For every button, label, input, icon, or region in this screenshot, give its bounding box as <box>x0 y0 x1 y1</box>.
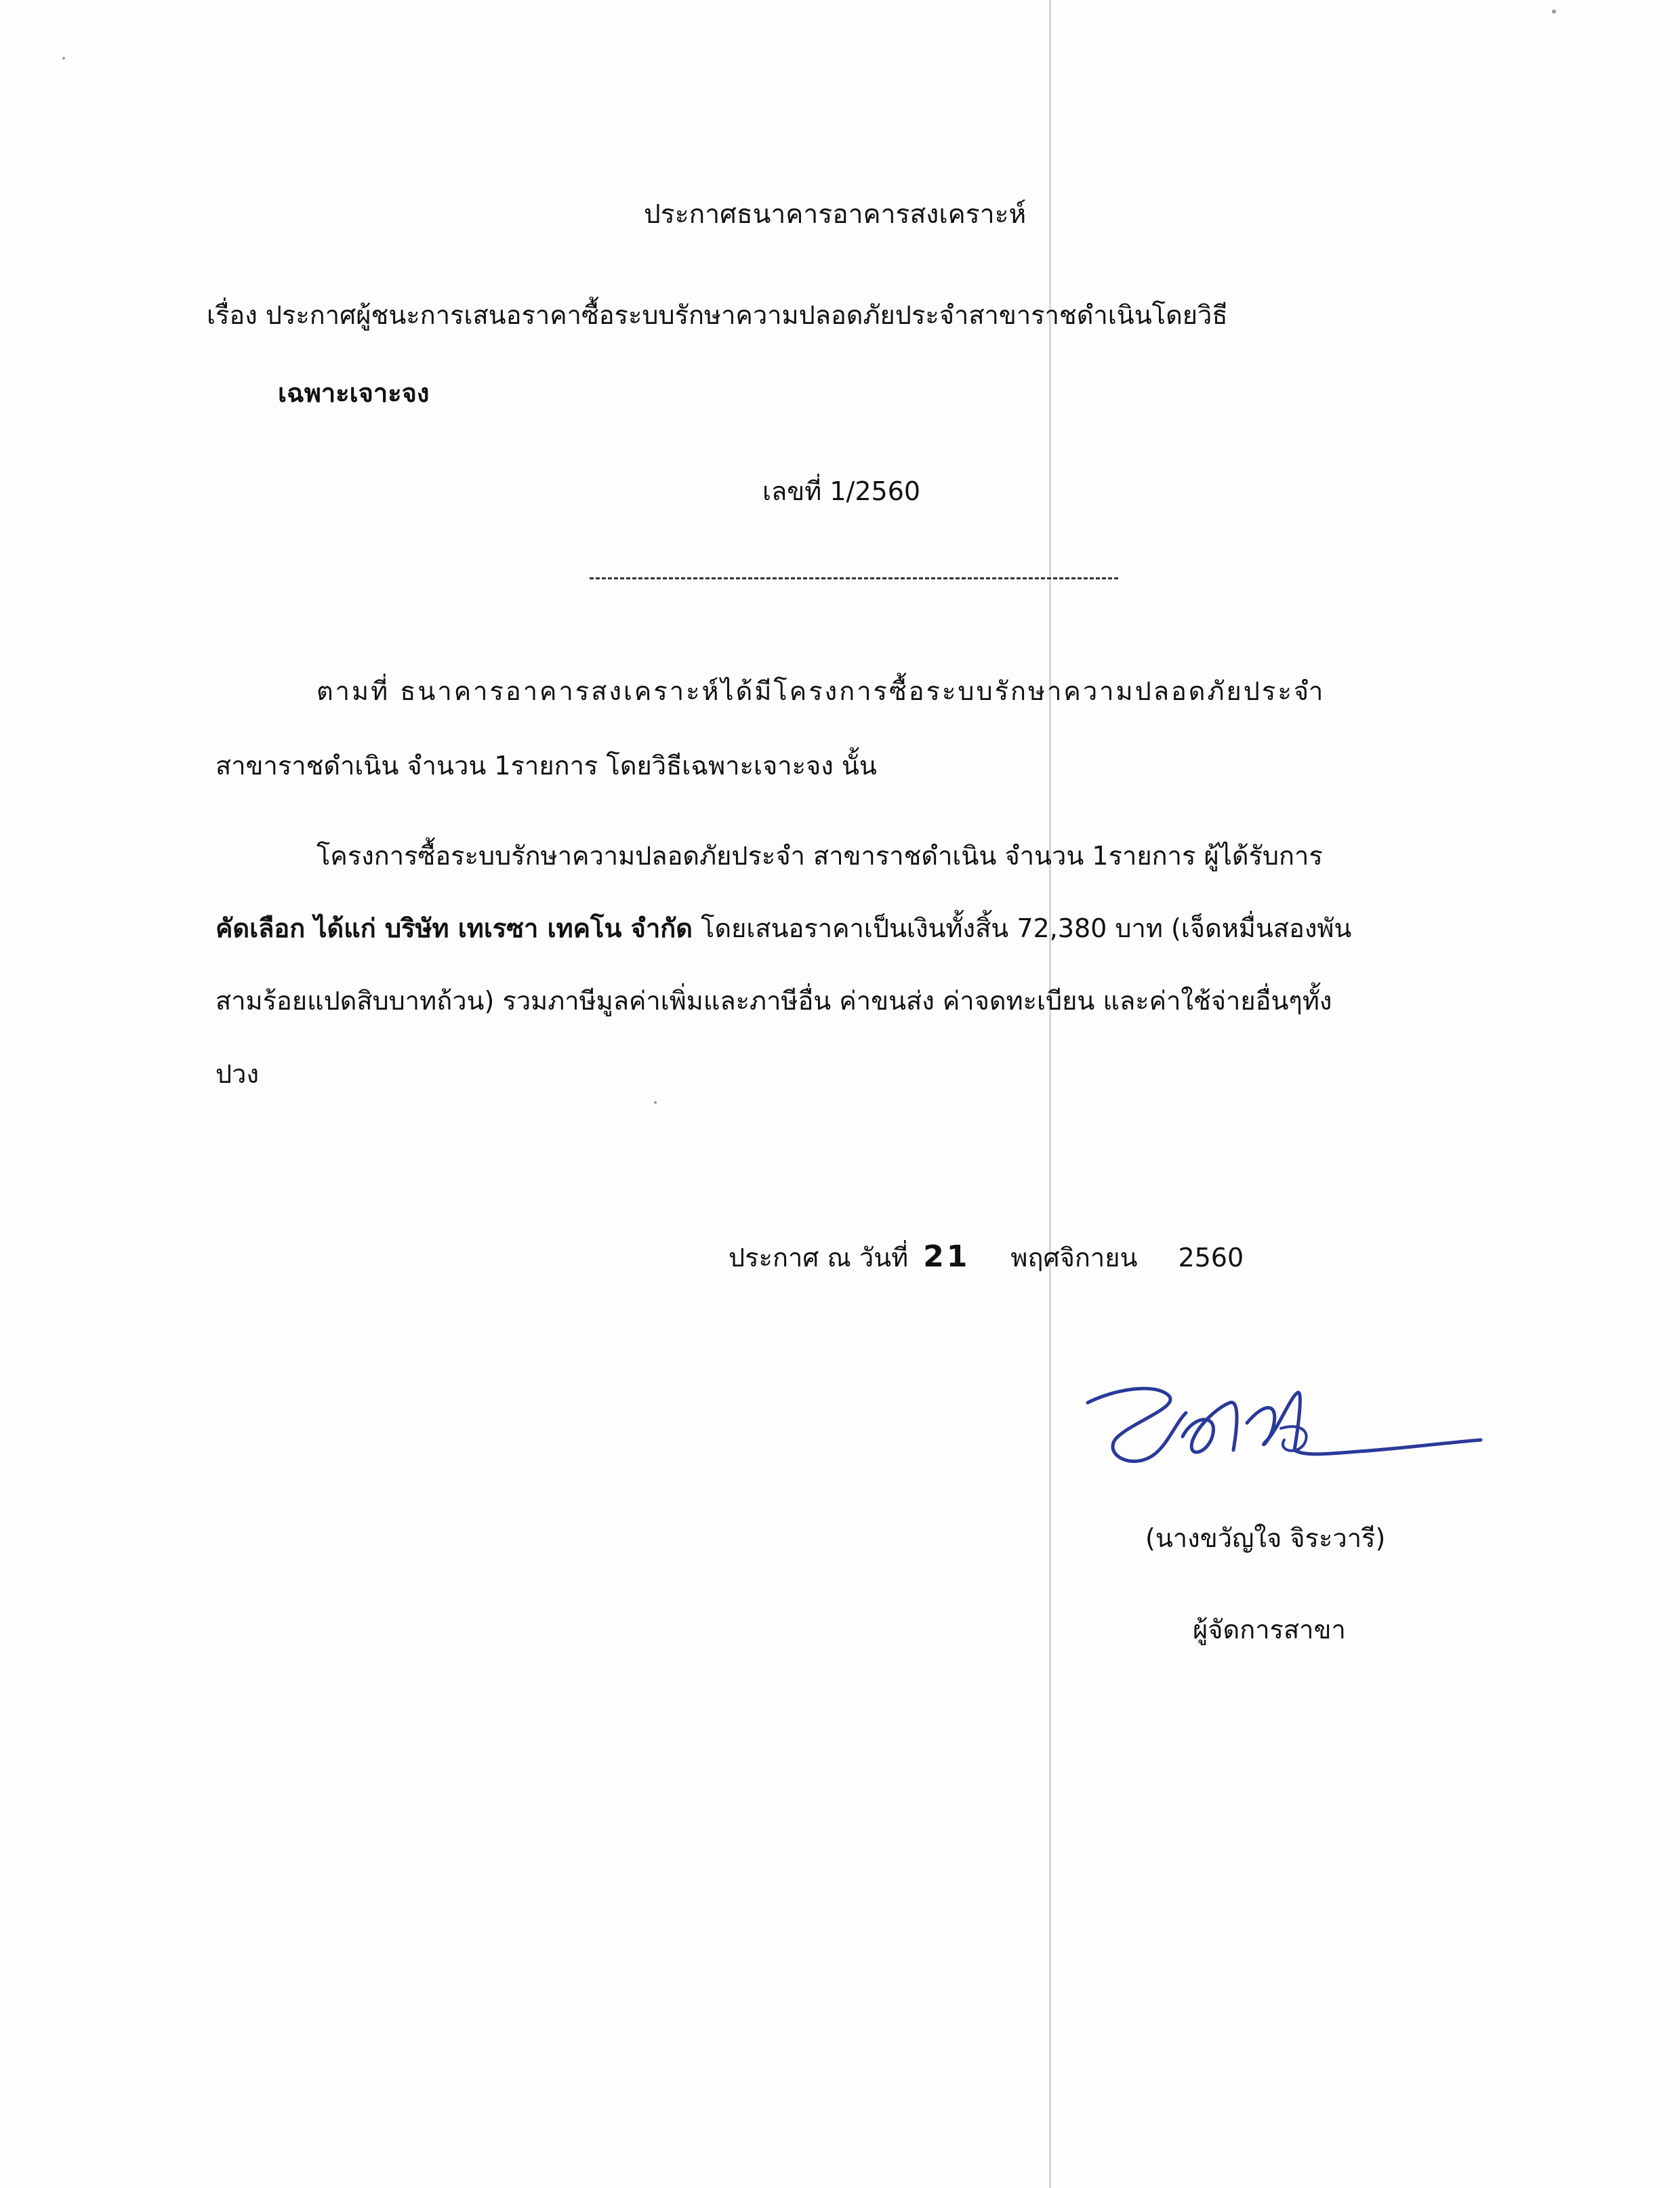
paragraph-2-line-2 <box>216 911 1351 945</box>
paragraph-2-line-3: สามร้อยแปดสิบบาทถ้วน) รวมภาษีมูลค่าเพิ่มและภาษีอื่น ค่าขนส่ง ค่าจดทะเบียน และค่าใช้จ่ายอื่นๆทั้ง <box>216 986 1332 1016</box>
date-year: 2560 <box>1178 1243 1244 1273</box>
announcement-date <box>729 1240 1244 1275</box>
date-month: พฤศจิกายน <box>1010 1243 1138 1273</box>
offer-price-text: โดยเสนอราคาเป็นเงินทั้งสิ้น 72,380 บาท (เจ็ดหมื่นสองพัน <box>692 913 1352 943</box>
paragraph-1-line-2: สาขาราชดำเนิน จำนวน 1รายการ โดยวิธีเฉพาะเจาะจง นั้น <box>216 751 877 781</box>
scan-speck <box>654 1101 657 1104</box>
subject-line-2: เฉพาะเจาะจง <box>278 378 430 408</box>
scan-speck <box>62 57 65 60</box>
scan-speck <box>1552 9 1556 14</box>
paragraph-1-line-1: ตามที่ ธนาคารอาคารสงเคราะห์ได้มีโครงการซื้อระบบรักษาความปลอดภัยประจำ <box>316 676 1326 706</box>
document-number: เลขที่ 1/2560 <box>762 476 921 506</box>
winner-company: คัดเลือก ได้แก่ บริษัท เทเรซา เทคโน จำกัด <box>216 913 693 943</box>
document-title: ประกาศธนาคารอาคารสงเคราะห์ <box>644 199 1027 230</box>
date-label: ประกาศ ณ วันที่ <box>729 1243 909 1273</box>
paragraph-2-line-4: ปวง <box>216 1059 260 1089</box>
dashed-separator <box>590 577 1118 579</box>
signer-name: (นางขวัญใจ จิระวารี) <box>1145 1523 1386 1553</box>
date-day: 21 <box>923 1239 970 1274</box>
handwritten-signature <box>1074 1376 1494 1498</box>
paragraph-2-line-1: โครงการซื้อระบบรักษาความปลอดภัยประจำ สาขาราชดำเนิน จำนวน 1รายการ ผู้ได้รับการ <box>316 841 1323 871</box>
signer-title: ผู้จัดการสาขา <box>1193 1615 1346 1645</box>
subject-line-1: เรื่อง ประกาศผู้ชนะการเสนอราคาซื้อระบบรักษาความปลอดภัยประจำสาขาราชดำเนินโดยวิธี <box>207 300 1228 330</box>
